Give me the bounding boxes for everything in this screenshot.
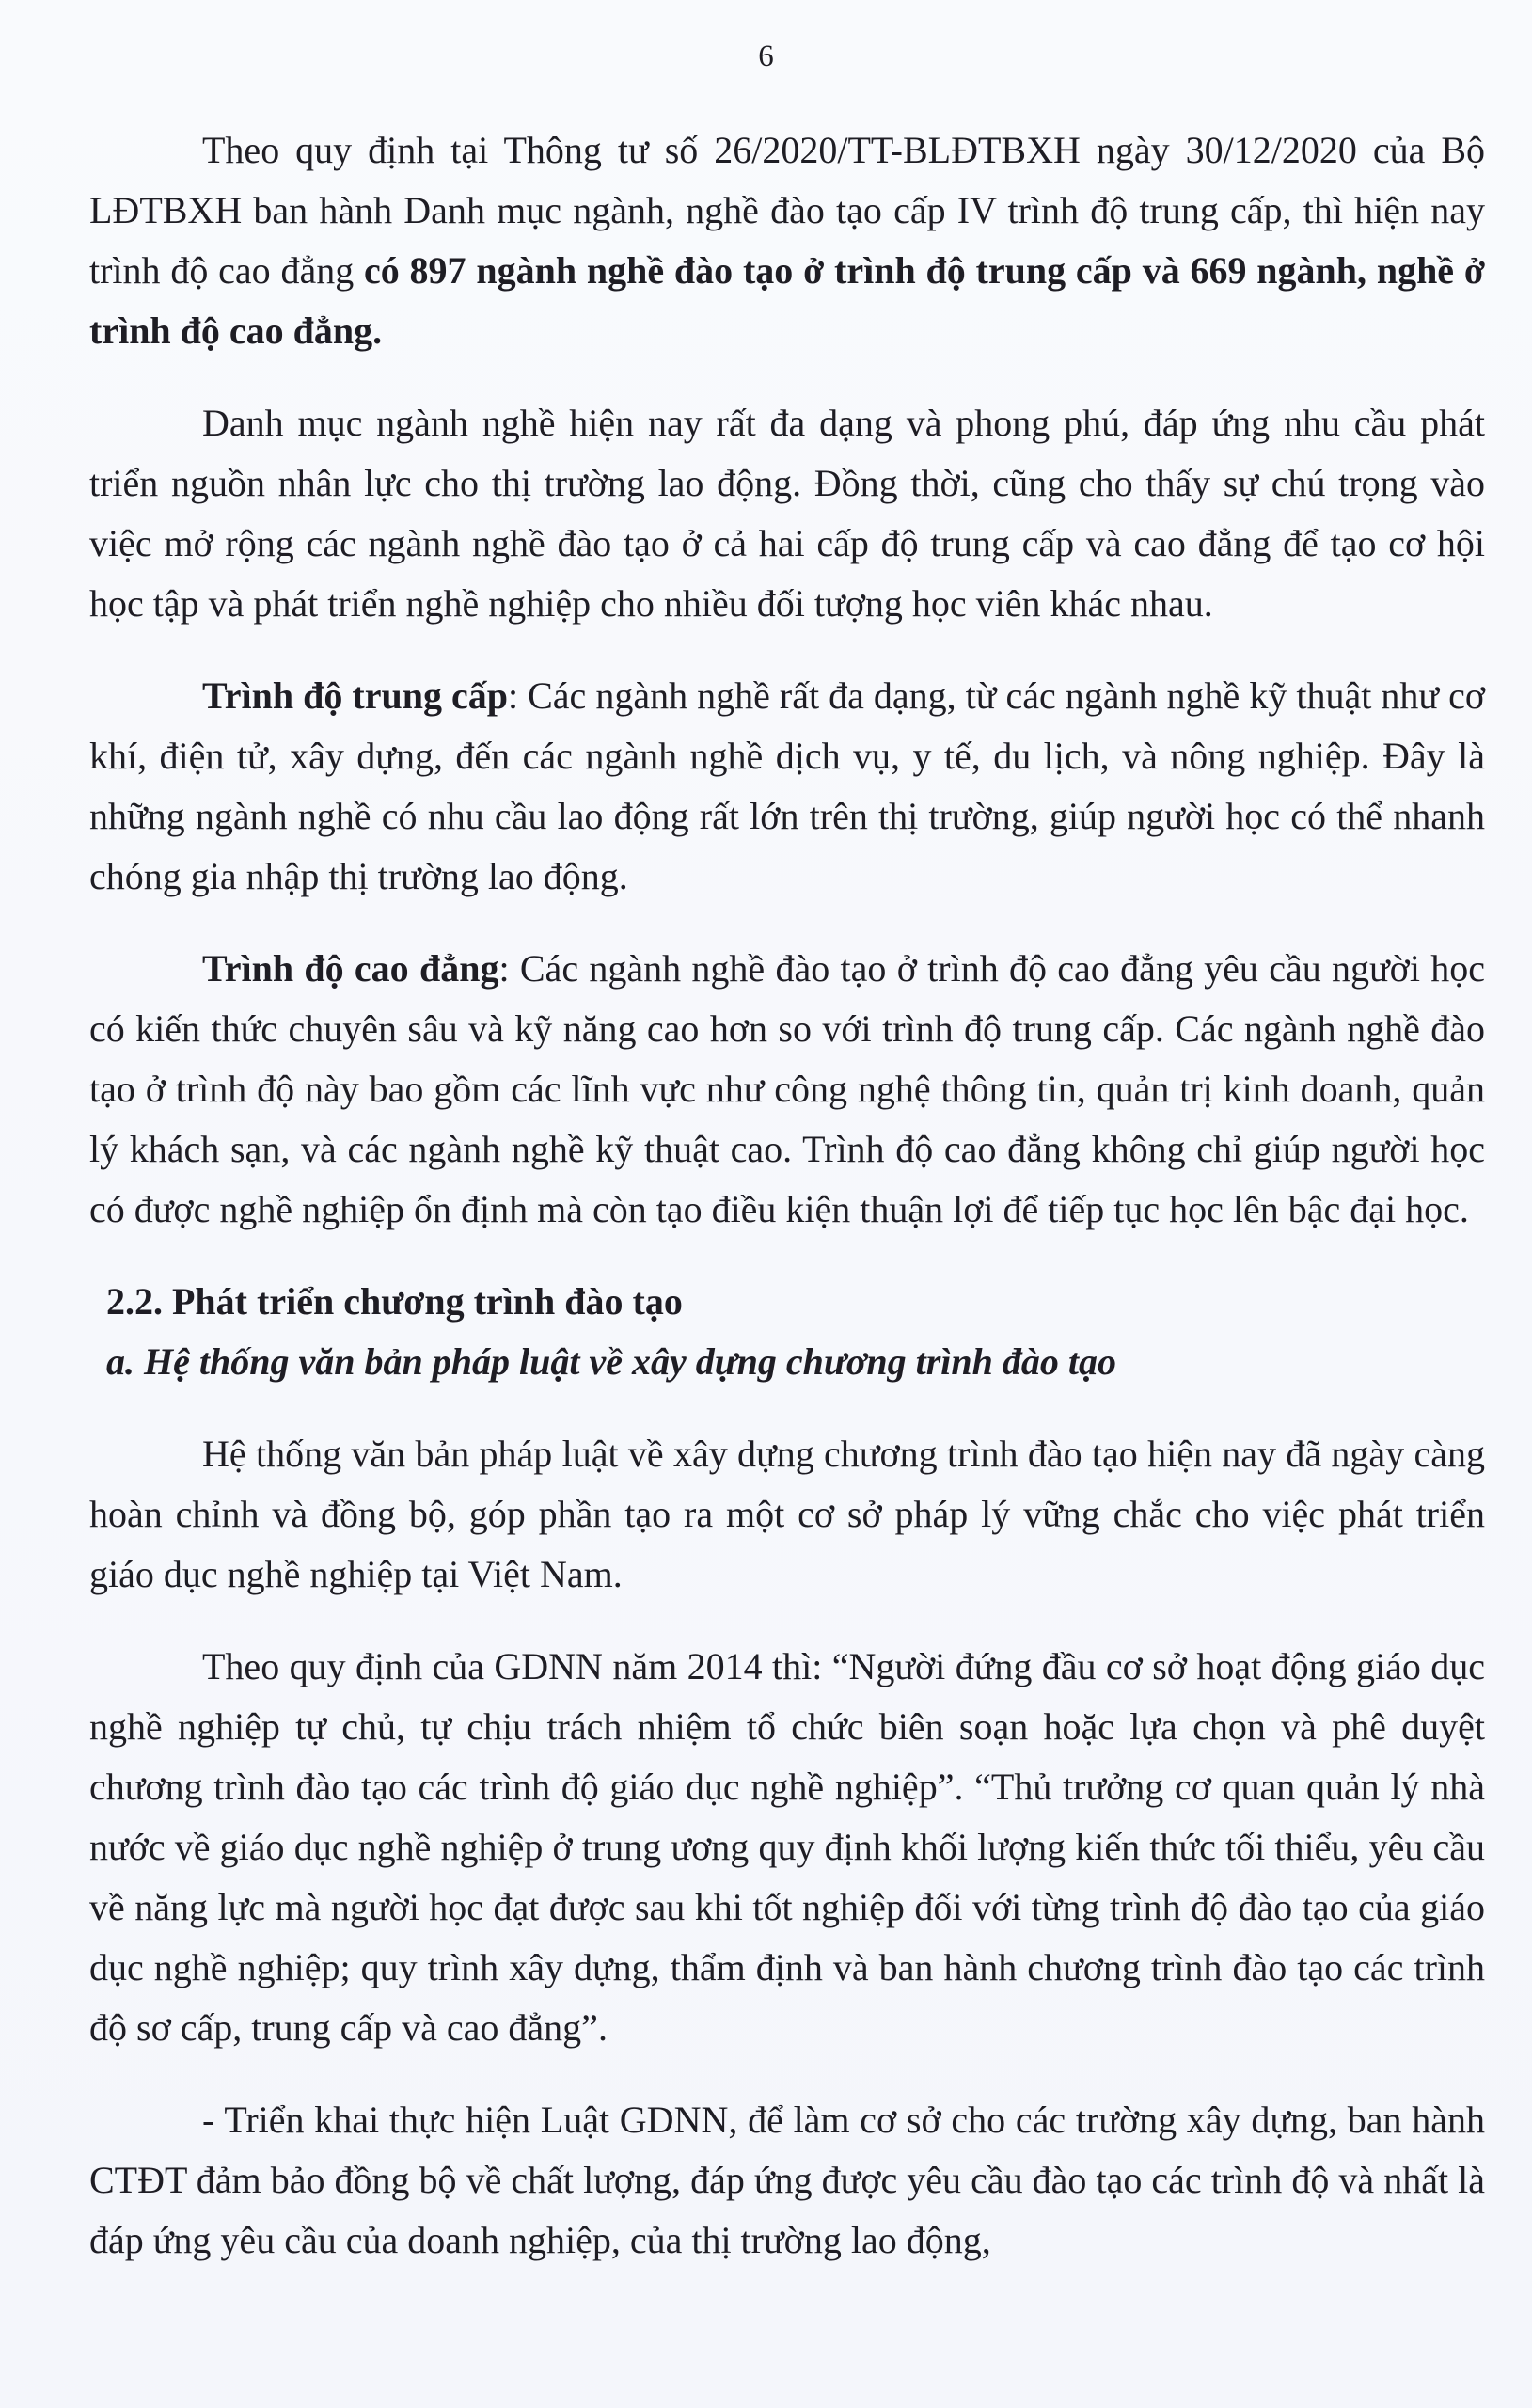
page-content [89, 120, 1486, 2303]
paragraph-implementation: - Triển khai thực hiện Luật GDNN, để làm cơ sở cho các trường xây dựng, ban hành CTĐT đảm bảo đồng bộ về chất lượng, đáp ứng được yêu cầu đào tạo các trình độ và nhất là đáp ứng yêu cầu của doanh nghiệp, của thị trường lao động, [89, 2099, 1485, 2261]
bold-emphasis: có 897 ngành nghề đào tạo ở trình độ trung cấp và 669 ngành, nghề ở trình độ cao đẳng. [89, 249, 1486, 352]
section-heading-2-2 [89, 1272, 1485, 1332]
term-intermediate: Trình độ trung cấp [202, 674, 508, 717]
heading-text: 2.2. Phát triển chương trình đào tạo [106, 1280, 683, 1323]
term-college: Trình độ cao đẳng [202, 947, 499, 990]
paragraph-circular-26 [89, 120, 1485, 361]
subsection-heading-a [89, 1332, 1485, 1392]
paragraph-legal-system: Hệ thống văn bản pháp luật về xây dựng chương trình đào tạo hiện nay đã ngày càng hoàn chỉnh và đồng bộ, góp phần tạo ra một cơ sở pháp lý vững chắc cho việc phát triển giáo dục nghề nghiệp tại Việt Nam. [89, 1433, 1485, 1595]
paragraph-gdnn-2014: Theo quy định của GDNN năm 2014 thì: “Người đứng đầu cơ sở hoạt động giáo dục nghề nghiệp tự chủ, tự chịu trách nhiệm tổ chức biên soạn hoặc lựa chọn và phê duyệt chương trình đào tạo các trình độ giáo dục nghề nghiệp”. “Thủ trưởng cơ quan quản lý nhà nước về giáo dục nghề nghiệp ở trung ương quy định khối lượng kiến thức tối thiểu, yêu cầu về năng lực mà người học đạt được sau khi tốt nghiệp đối với từng trình độ đào tạo của giáo dục nghề nghiệp; quy trình xây dựng, thẩm định và ban hành chương trình đào tạo các trình độ sơ cấp, trung cấp và cao đẳng”. [89, 1645, 1485, 2049]
page-number: 6 [758, 40, 774, 73]
paragraph-catalog-diversity: Danh mục ngành nghề hiện nay rất đa dạng và phong phú, đáp ứng nhu cầu phát triển nguồn nhân lực cho thị trường lao động. Đồng thời, cũng cho thấy sự chú trọng vào việc mở rộng các ngành nghề đào tạo ở cả hai cấp độ trung cấp và cao đẳng để tạo cơ hội học tập và phát triển nghề nghiệp cho nhiều đối tượng học viên khác nhau. [89, 402, 1485, 625]
paragraph-text: : Các ngành nghề rất đa dạng, từ các ngành nghề kỹ thuật như cơ khí, điện tử, xây dựng, đến các ngành nghề dịch vụ, y tế, du lịch, và nông nghiệp. Đây là những ngành nghề có nhu cầu lao động rất lớn trên thị trường, giúp người học có thể nhanh chóng gia nhập thị trường lao động. [89, 674, 1485, 897]
paragraph-text: Theo quy định tại Thông tư số 26/2020/TT-BLĐTBXH ngày 30/12/2020 của Bộ LĐTBXH ban hành Danh mục ngành, nghề đào tạo cấp IV trình độ trung cấp, thì hiện nay trình độ cao đẳng [89, 129, 1485, 292]
paragraph-intermediate-level [89, 666, 1485, 907]
paragraph-text: : Các ngành nghề đào tạo ở trình độ cao đẳng yêu cầu người học có kiến thức chuyên sâu và kỹ năng cao hơn so với trình độ trung cấp. Các ngành nghề đào tạo ở trình độ này bao gồm các lĩnh vực như công nghệ thông tin, quản trị kinh doanh, quản lý khách sạn, và các ngành nghề kỹ thuật cao. Trình độ cao đẳng không chỉ giúp người học có được nghề nghiệp ổn định mà còn tạo điều kiện thuận lợi để tiếp tục học lên bậc đại học. [89, 947, 1486, 1230]
heading-text: a. Hệ thống văn bản pháp luật về xây dựng chương trình đào tạo [106, 1340, 1116, 1383]
paragraph-college-level [89, 939, 1485, 1240]
